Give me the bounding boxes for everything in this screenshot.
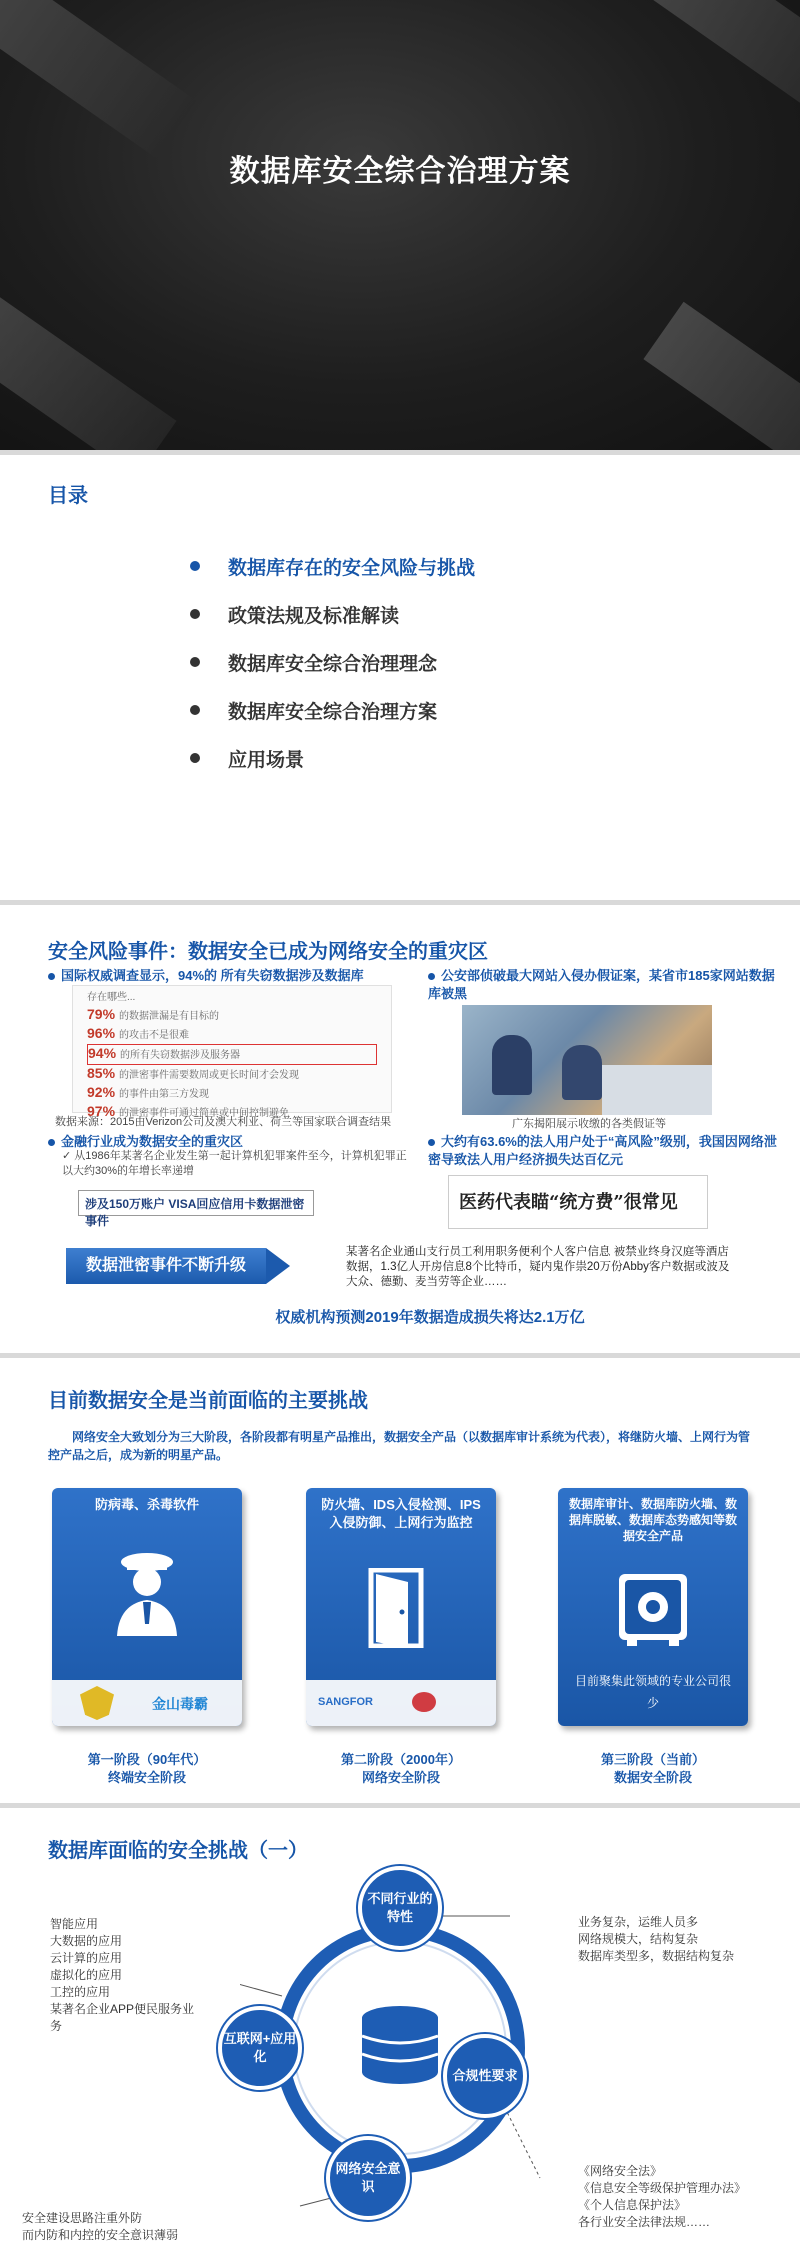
check-icon: ✓ <box>62 1150 75 1162</box>
decor-band <box>623 0 800 128</box>
node-industry: 不同行业的特性 <box>358 1866 442 1950</box>
stage-card-logos <box>306 1680 496 1726</box>
news-photo <box>462 1005 712 1115</box>
photo-table <box>602 1065 712 1115</box>
bullet-icon <box>190 657 200 667</box>
escalation-banner: 数据泄密事件不断升级 <box>66 1248 266 1284</box>
title-slide <box>0 0 800 450</box>
awareness-list: 安全建设思路注重外防 而内防和内控的安全意识薄弱 <box>22 2211 179 2242</box>
stats-panel <box>72 985 392 1119</box>
bullet-icon <box>190 753 200 763</box>
risk-events-slide <box>0 905 800 1353</box>
kingsoft-logo: 金山毒霸 <box>152 1696 208 1712</box>
stat-row: 96% 的攻击不是很难 <box>87 1025 190 1041</box>
photo-person-icon <box>562 1045 602 1100</box>
stage-card-3 <box>558 1488 748 1726</box>
security-challenge-slide <box>0 1808 800 2259</box>
toc-slide <box>0 455 800 900</box>
industry-list: 业务复杂，运维人员多 网络规模大，结构复杂 数据库类型多，数据结构复杂 <box>578 1915 735 1963</box>
security-guard-icon <box>107 1540 187 1636</box>
stage-card-2 <box>306 1488 496 1726</box>
bullet-police: 公安部侦破最大网站入侵办假证案，某省市185家网站数据库被黑 <box>428 968 775 1001</box>
stage-caption-3: 第三阶段（当前） 数据安全阶段 <box>600 1752 705 1785</box>
node-compliance: 合规性要求 <box>443 2034 527 2118</box>
slide-title: 目前数据安全是当前面临的主要挑战 <box>48 1390 368 1412</box>
decor-band <box>643 302 800 450</box>
node-internet: 互联网+应用化 <box>218 2006 302 2090</box>
toc-item-2: 政策法规及标准解读 <box>228 601 399 628</box>
bullet-icon <box>428 973 435 980</box>
bullet-survey: 国际权威调查显示，94%的 所有失窃数据涉及数据库 <box>48 967 408 985</box>
escalation-text: 某著名企业通山支行员工利用职务便利个人客户信息 被禁业终身汉庭等酒店数据，1.3亿人开房信息8个比特币，疑内鬼作祟20万份Abby客户数据或波及大众、德勤、麦当劳等企业…… <box>346 1246 730 1288</box>
stat-row: 79% 的数据泄漏是有目标的 <box>87 1006 220 1022</box>
stage-card-title: 数据库审计、数据库防火墙、数据库脱敏、数据库态势感知等数据安全产品 <box>568 1497 737 1543</box>
stage-card-1 <box>52 1488 242 1726</box>
bullet-icon <box>190 609 200 619</box>
bullet-icon <box>48 1139 55 1146</box>
sangfor-logo: SANGFOR <box>318 1696 373 1708</box>
shield-logo-icon <box>80 1686 114 1720</box>
node-awareness: 网络安全意识 <box>326 2136 410 2220</box>
stage-card-title: 防病毒、杀毒软件 <box>94 1497 199 1512</box>
vendor-logo-icon <box>412 1692 436 1712</box>
bullet-finance: 金融行业成为数据安全的重灾区 <box>48 1133 408 1151</box>
toc-item-4: 数据库安全综合治理方案 <box>228 697 437 724</box>
bullet-loss: 大约有63.6%的法人用户处于“高风险”级别，我国因网络泄密导致法人用户经济损失达百亿元 <box>428 1134 777 1167</box>
main-title: 数据库安全综合治理方案 <box>229 155 571 188</box>
law-list: 《网络安全法》 《信息安全等级保护管理办法》 《个人信息保护法》 各行业安全法律法规…… <box>578 2164 747 2229</box>
toc-title: 目录 <box>48 485 88 507</box>
stage-caption-2: 第二阶段（2000年） 网络安全阶段 <box>341 1752 461 1785</box>
slide-title: 数据库面临的安全挑战（一） <box>48 1840 308 1862</box>
photo-caption: 广东揭阳展示收缴的各类假证等 <box>512 1118 666 1130</box>
slide-title: 安全风险事件：数据安全已成为网络安全的重灾区 <box>48 941 488 963</box>
stats-header: 存在哪些... <box>87 992 136 1003</box>
data-source: 数据来源：2015由Verizon公司及澳大利亚、荷兰等国家联合调查结果 <box>55 1116 392 1128</box>
stage-caption-1: 第一阶段（90年代） 终端安全阶段 <box>87 1752 207 1785</box>
stage-card-title: 防火墙、IDS入侵检测、IPS入侵防御、上网行为监控 <box>321 1497 481 1530</box>
stat-row-highlight: 94% 的所有失窃数据涉及服务器 <box>87 1044 377 1065</box>
stage-card-logos <box>52 1680 242 1726</box>
stat-row: 85% 的泄密事件需要数周或更长时间才会发现 <box>87 1065 300 1081</box>
toc-item-5: 应用场景 <box>228 745 304 772</box>
toc-item-1: 数据库存在的安全风险与挑战 <box>228 553 475 580</box>
bullet-icon <box>190 705 200 715</box>
toc-item-3: 数据库安全综合治理理念 <box>228 649 437 676</box>
photo-person-icon <box>492 1035 532 1095</box>
database-icon <box>362 2006 438 2084</box>
stat-row: 97% 的泄密事件可通过简单或中间控制避免 <box>87 1103 290 1119</box>
decor-band <box>0 272 177 450</box>
stages-intro: 网络安全大致划分为三大阶段，各阶段都有明星产品推出，数据安全产品（以数据库审计系统为代表），将继防火墙、上网行为管控产品之后，成为新的明星产品。 <box>48 1430 751 1462</box>
decor-band <box>0 0 197 158</box>
finance-detail: ✓ 从1986年某著名企业发生第一起计算机犯罪案件至今，计算机犯罪正以大约30%的年增长率递增 <box>62 1150 407 1177</box>
loss-forecast: 权威机构预测2019年数据造成损失将达2.1万亿 <box>275 1309 585 1326</box>
door-icon <box>366 1568 436 1648</box>
stage-note: 目前聚集此领域的专业公司很少 <box>574 1674 731 1710</box>
internet-list: 智能应用 大数据的应用 云计算的应用 虚拟化的应用 工控的应用 某著名企业APP便民服务业务 <box>50 1917 195 2033</box>
bullet-icon <box>48 973 55 980</box>
news-clipping: 医药代表瞄“统方费”很常见 <box>448 1175 708 1229</box>
stat-row: 92% 的事件由第三方发现 <box>87 1084 210 1100</box>
bullet-icon <box>190 561 200 571</box>
challenge-stages-slide <box>0 1358 800 1803</box>
bullet-icon <box>428 1139 435 1146</box>
visa-news-card: 涉及150万账户 VISA回应信用卡数据泄密事件 <box>78 1190 314 1216</box>
safe-icon <box>613 1570 693 1650</box>
